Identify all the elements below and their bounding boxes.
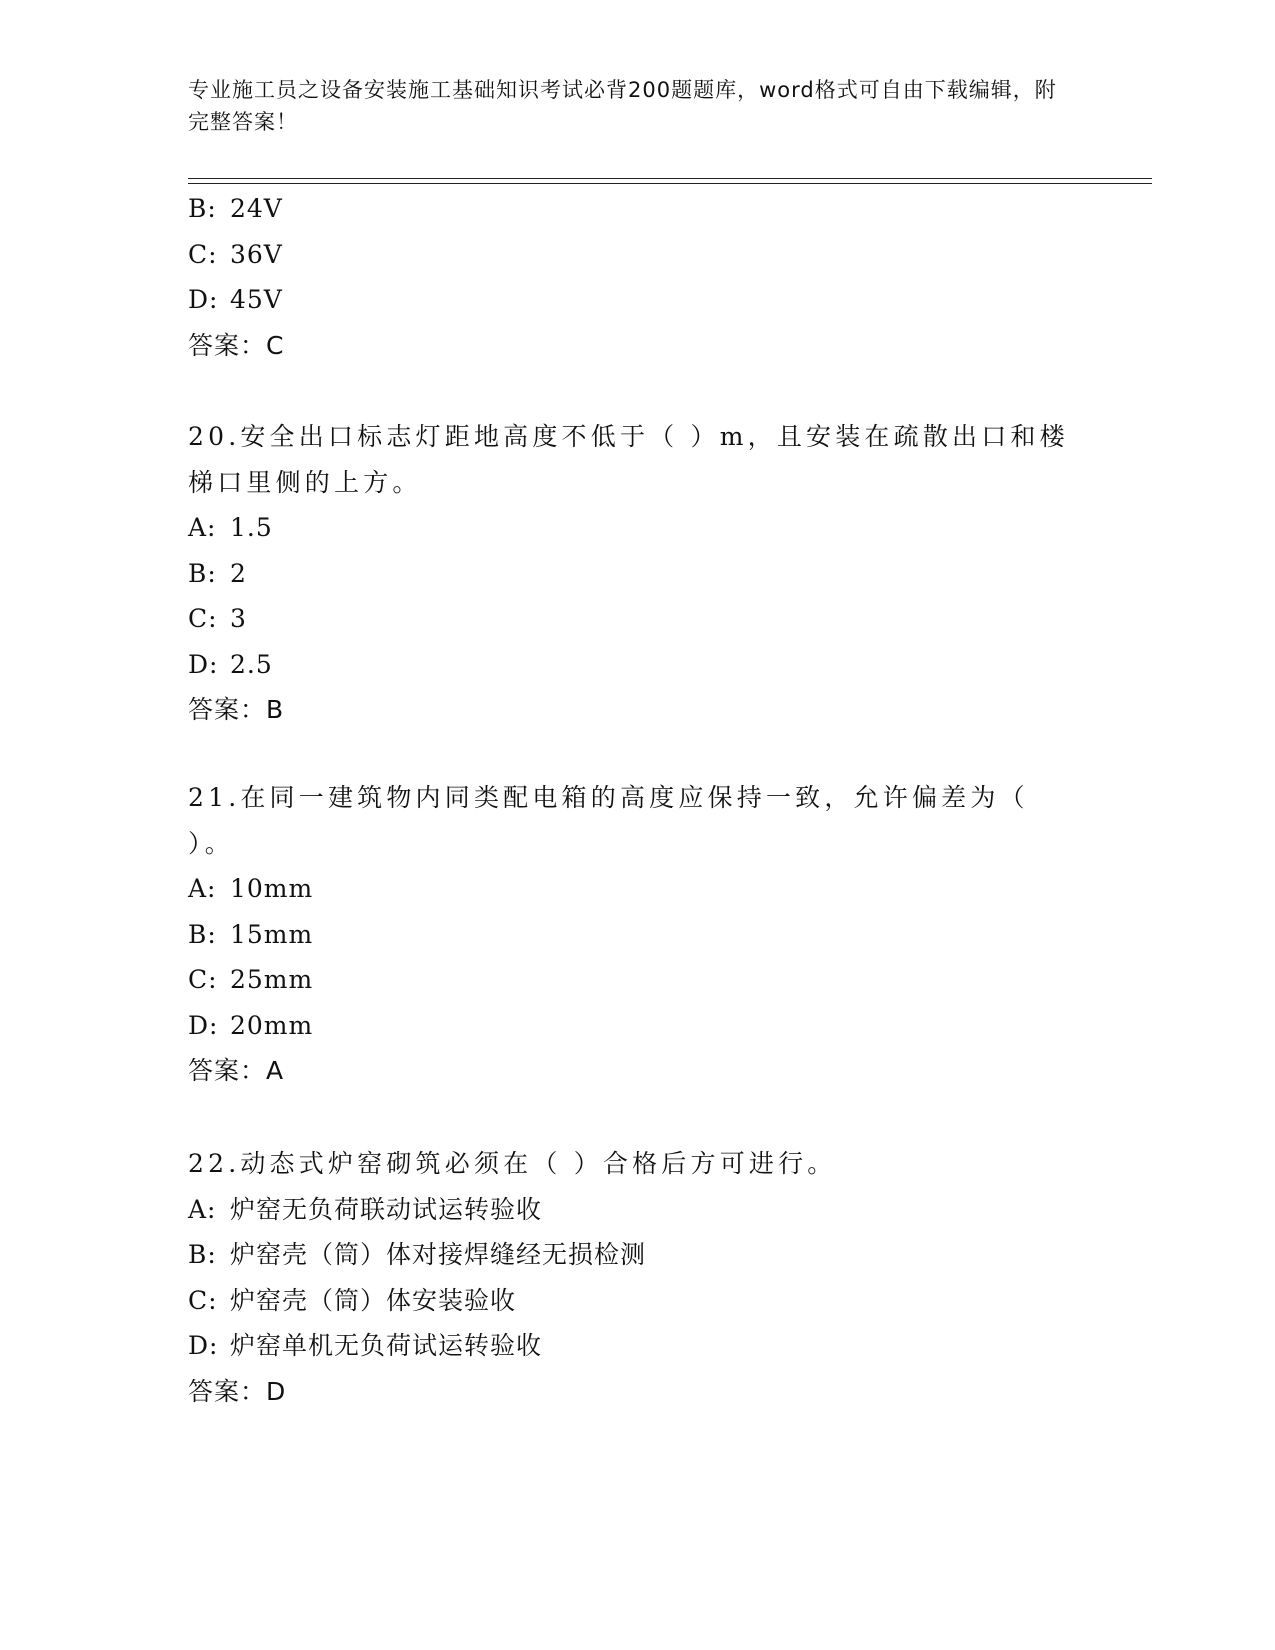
answer: 答案：B [188,695,285,724]
question-text: 22.动态式炉窑砌筑必须在（ ）合格后方可进行。 [188,1149,837,1178]
question-text: 21.在同一建筑物内同类配电箱的高度应保持一致，允许偏差为（ ）。 [188,783,1029,858]
document-header [188,74,1068,138]
option-d: D: 2.5 [188,649,273,679]
question-text: 20.安全出口标志灯距地高度不低于（ ）m，且安装在疏散出口和楼梯口里侧的上方。 [188,422,1069,497]
header-divider-bottom [188,183,1152,184]
option-d: D: 45V [188,285,283,314]
answer: 答案：A [188,1056,285,1085]
option-c: C: 36V [188,239,283,269]
option-c: C: 炉窑壳（筒）体安装验收 [188,1285,517,1315]
option-d: D: 20mm [188,1010,314,1040]
option-b: B: 2 [188,558,247,588]
question-21 [188,775,1068,1094]
header-divider-top [188,178,1152,179]
answer: 答案：C [188,330,285,360]
option-b: B: 15mm [188,919,314,949]
document-title: 专业施工员之设备安装施工基础知识考试必背200题题库，word格式可自由下载编辑，附完整答案！ [188,78,1057,134]
option-a: A: 炉窑无负荷联动试运转验收 [188,1194,543,1224]
question-19-continuation [188,186,1088,368]
option-a: A: 10mm [188,874,314,903]
option-c: C: 3 [188,604,247,633]
answer: 答案：D [188,1376,287,1406]
option-a: A: 1.5 [188,513,273,542]
question-20 [188,414,1078,733]
question-22 [188,1141,1088,1414]
option-d: D: 炉窑单机无负荷试运转验收 [188,1331,543,1360]
option-c: C: 25mm [188,965,314,994]
option-b: B: 24V [188,194,283,223]
option-b: B: 炉窑壳（筒）体对接焊缝经无损检测 [188,1240,647,1269]
